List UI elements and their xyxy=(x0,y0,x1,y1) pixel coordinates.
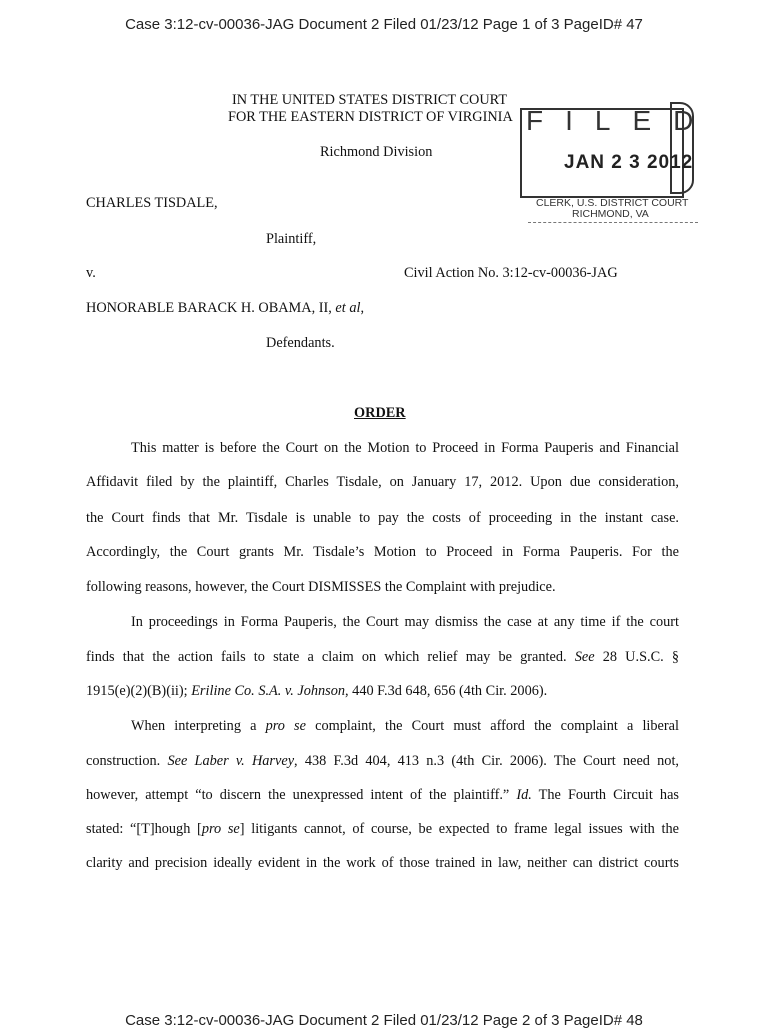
paragraph-line: This matter is before the Court on the Motion to Proceed in Forma Pauperis and Financial xyxy=(131,440,679,456)
stamp-letters: FILED xyxy=(526,105,716,136)
paragraph-line: In proceedings in Forma Pauperis, the Court may dismiss the case at any time if the court xyxy=(131,614,679,630)
paragraph-line: stated: “[T]hough [pro se] litigants cannot, of course, be expected to frame legal issues with the xyxy=(86,821,679,837)
filed-stamp xyxy=(520,102,716,226)
page-header-next: Case 3:12-cv-00036-JAG Document 2 Filed 01/23/12 Page 2 of 3 PageID# 48 xyxy=(125,1012,643,1029)
paragraph-line: however, attempt “to discern the unexpressed intent of the plaintiff.” Id. The Fourth Circuit has xyxy=(86,787,679,803)
paragraph-line: 1915(e)(2)(B)(ii); Eriline Co. S.A. v. Johnson, 440 F.3d 648, 656 (4th Cir. 2006). xyxy=(86,683,548,699)
stamp-clerk-line2: RICHMOND, VA xyxy=(572,208,649,220)
court-name-line2: FOR THE EASTERN DISTRICT OF VIRGINIA xyxy=(228,109,513,125)
court-name-line1: IN THE UNITED STATES DISTRICT COURT xyxy=(232,92,508,108)
paragraph-line: the Court finds that Mr. Tisdale is unable to pay the costs of proceeding in the instant case. xyxy=(86,510,679,526)
stamp-date: JAN 2 3 2012 xyxy=(564,152,694,173)
paragraph-line: following reasons, however, the Court DISMISSES the Complaint with prejudice. xyxy=(86,579,556,595)
defendant-role: Defendants. xyxy=(266,335,335,351)
order-title: ORDER xyxy=(354,405,406,421)
paragraph-line: finds that the action fails to state a claim on which relief may be granted. See 28 U.S.C. § xyxy=(86,649,680,665)
page-header-top: Case 3:12-cv-00036-JAG Document 2 Filed 01/23/12 Page 1 of 3 PageID# 47 xyxy=(125,16,643,33)
stamp-dashed-line xyxy=(528,222,698,223)
civil-action-number: Civil Action No. 3:12-cv-00036-JAG xyxy=(404,265,618,281)
paragraph-line: Accordingly, the Court grants Mr. Tisdale’s Motion to Proceed in Forma Pauperis. For the xyxy=(86,544,679,560)
paragraph-line: clarity and precision ideally evident in the work of those trained in law, neither can district courts xyxy=(86,855,679,871)
defendant-name: HONORABLE BARACK H. OBAMA, II, et al, xyxy=(86,300,365,316)
paragraph-line: When interpreting a pro se complaint, the Court must afford the complaint a liberal xyxy=(131,718,679,734)
versus: v. xyxy=(86,265,96,281)
paragraph-line: construction. See Laber v. Harvey, 438 F.3d 404, 413 n.3 (4th Cir. 2006). The Court need not, xyxy=(86,753,680,769)
stamp-clerk-line1: CLERK, U.S. DISTRICT COURT xyxy=(536,197,689,209)
paragraph-line: Affidavit filed by the plaintiff, Charles Tisdale, on January 17, 2012. Upon due consideration, xyxy=(86,474,679,490)
court-division: Richmond Division xyxy=(320,144,433,160)
plaintiff-name: CHARLES TISDALE, xyxy=(86,195,218,211)
plaintiff-role: Plaintiff, xyxy=(266,231,317,247)
